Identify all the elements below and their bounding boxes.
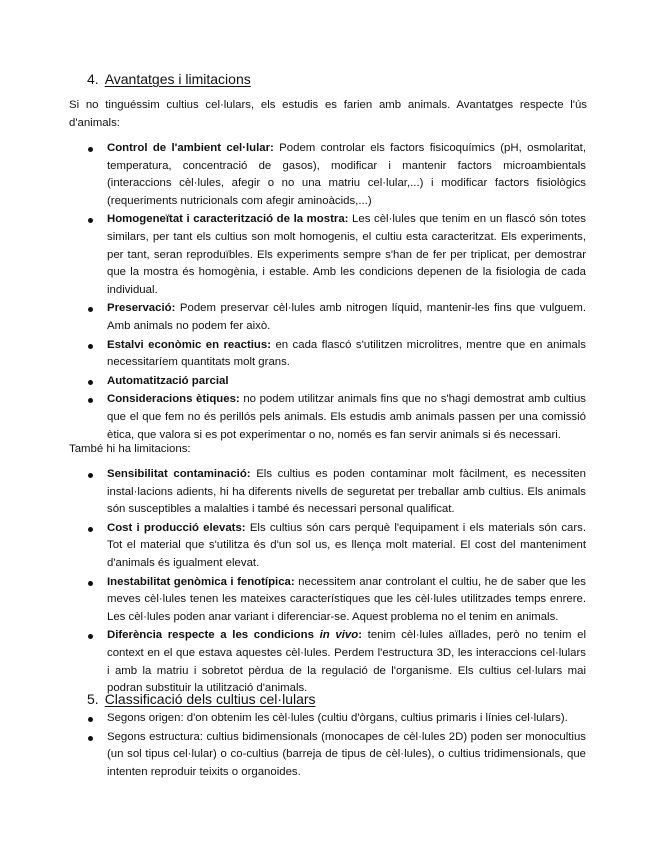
section-5-title: Classificació dels cultius cel·lulars <box>104 691 316 707</box>
item-term: Sensibilitat contaminació: <box>107 468 251 480</box>
list-item <box>88 373 586 391</box>
section-4-heading <box>87 70 251 88</box>
bullet-icon <box>88 473 93 478</box>
section-5-heading <box>87 690 316 708</box>
list-item <box>88 337 586 372</box>
classification-list <box>88 710 586 782</box>
item-term: Estalvi econòmic en reactius: <box>107 338 271 351</box>
item-term: Cost i producció elevats: <box>107 521 246 534</box>
bullet-icon <box>88 344 93 349</box>
item-text: Els cultius es poden contaminar molt fàcilment, es necessiten instal·lacions adients, hi ha diferents nivells de seguretat per treballar amb cultius. Els animals són susceptibles a malalties i també és necessari personal qualificat. <box>107 468 586 516</box>
bullet-icon <box>88 380 93 385</box>
item-text: Les cèl·lules que tenim en un flascó són totes similars, per tant els cultius son molt homogenis, el cultiu esta caracteritzat. Els experiments, per tant, seran reproduïbles. Els experiments sempre s'han de fer per triplicat, per demostrar que la mostra és homogènia, i estable. Amb les condicions depenen de la fisiologia de cada individual. <box>107 213 586 296</box>
list-item <box>88 300 586 335</box>
item-text: Podem controlar els factors fisicoquímics (pH, osmolaritat, temperatura, concentració de gasos), modificar i mantenir factors microambientals (interaccions cèl·lules, afegir o no una matriu cel·lular,...) i modificar factors fisiològics (requeriments nutricionals com afegir aminoàcids,...) <box>107 142 586 207</box>
bullet-icon <box>88 527 93 532</box>
list-item <box>88 710 586 728</box>
bullet-icon <box>88 218 93 223</box>
list-item <box>88 391 586 444</box>
list-item <box>88 211 586 299</box>
item-term: Control de l'ambient cel·lular: <box>107 142 274 154</box>
limitations-list <box>88 466 586 699</box>
item-term-end: : <box>358 629 362 642</box>
list-item <box>88 627 586 697</box>
item-term: Preservació: <box>107 302 176 315</box>
section-5-number: 5. <box>87 691 99 707</box>
item-term: Automatització parcial <box>107 374 229 387</box>
item-term: Diferència respecte a les condicions <box>107 629 320 642</box>
bullet-icon <box>88 736 93 741</box>
item-term: Inestabilitat genòmica i fenotípica: <box>107 575 295 588</box>
item-text: no podem utilitzar animals fins que no s'hagi demostrat amb cultius que el que fem no és perillós pels animals. Els estudis amb animals passen per una comissió ètica, que valora si es pot experimentar o no, només es fan servir animals si és necessari. <box>107 393 586 441</box>
item-text: Segons estructura: cultius bidimensionals (monocapes de cèl·lules 2D) poden ser monocultius (un sol tipus cel·lular) o co-cultius (barreja de tipus de cèl·lules), o cultius tridimensionals, que intenten reproduir teixits o organoides. <box>107 730 586 778</box>
bullet-icon <box>88 581 93 586</box>
bullet-icon <box>88 307 93 312</box>
item-term-italic: in vivo <box>319 629 359 642</box>
list-item <box>88 140 586 210</box>
item-text: tenim cèl·lules aïllades, però no tenim el context en el que estava aquestes cèl·lules. Perdem l'estructura 3D, les interaccions cel·lulars i amb la matriu i sobretot pèrdua de la regulació de l'organisme. Els cultius cel·lulars mai podran substituir la utilització d'animals. <box>107 629 586 695</box>
list-item <box>88 574 586 627</box>
advantages-list <box>88 140 586 445</box>
list-item <box>88 520 586 573</box>
bullet-icon <box>88 717 93 722</box>
list-item <box>88 466 586 519</box>
bullet-icon <box>88 147 93 152</box>
section-4-number: 4. <box>87 71 99 87</box>
bullet-icon <box>88 398 93 403</box>
bullet-icon <box>88 634 93 639</box>
item-text: en cada flascó s'utilitzen microlitres, mentre que en animals necessitaríem quantitats molt grans. <box>107 338 586 369</box>
item-text: Els cultius són cars perquè l'equipament i els materials són cars. Tot el material que s'utilitza és d'un sol us, es llença molt material. El cost del manteniment d'animals és igualment elevat. <box>107 521 587 569</box>
item-text: necessitem anar controlant el cultiu, he de saber que les meves cèl·lules tenen les mateixes característiques que les cèl·lules utilitzades temps enrere. Les cèl·lules poden anar variant i diferenciar-se. Aquest problema no el tenim en animals. <box>107 575 586 623</box>
limitations-intro: També hi ha limitacions: <box>69 443 191 455</box>
list-item <box>88 729 586 782</box>
item-text: Podem preservar cèl·lules amb nitrogen líquid, mantenir-les fins que vulguem. Amb animals no podem fer això. <box>107 302 586 332</box>
item-term: Consideracions ètiques: <box>107 393 240 406</box>
item-text: Segons origen: d'on obtenim les cèl·lules (cultiu d'òrgans, cultius primaris i línies cel·lulars). <box>107 712 568 724</box>
item-term: Homogeneïtat i caracterització de la mostra: <box>107 213 349 226</box>
intro-paragraph: Si no tinguéssim cultius cel·lulars, els estudis es farien amb animals. Avantatges respecte l'ús d'animals: <box>69 99 587 129</box>
section-4-title: Avantatges i limitacions <box>104 71 251 87</box>
